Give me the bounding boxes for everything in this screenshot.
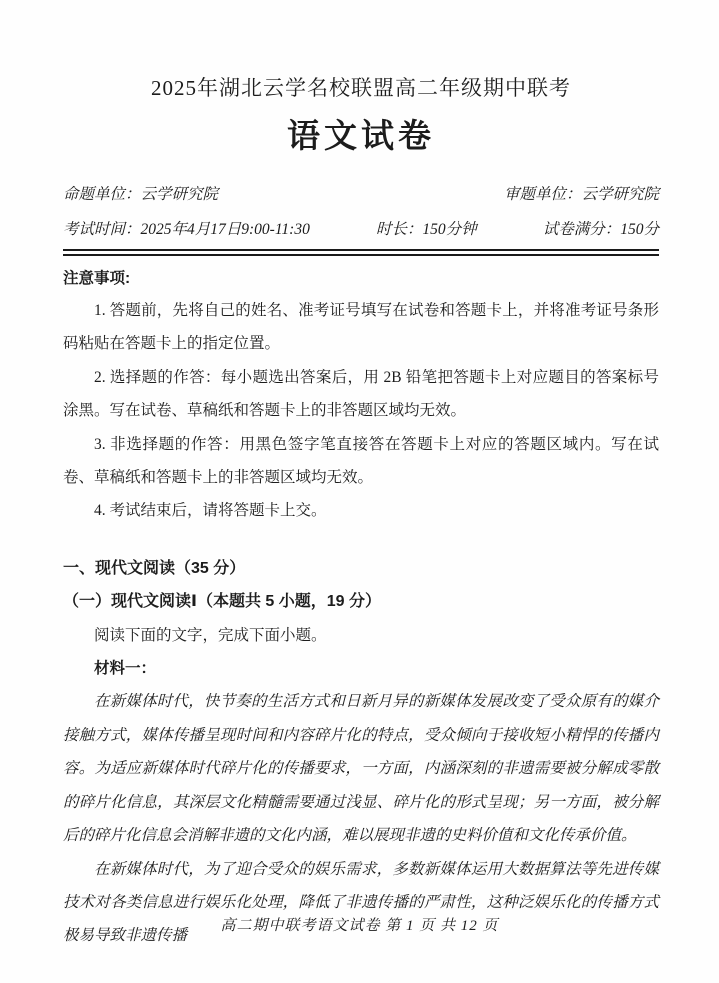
- notice-item: 2. 选择题的作答：每小题选出答案后，用 2B 铅笔把答题卡上对应题目的答案标号涂黑。写在试卷、草稿纸和答题卡上的非答题区域均无效。: [63, 368, 659, 420]
- material-paragraph: 在新媒体时代，快节奏的生活方式和日新月异的新媒体发展改变了受众原有的媒介接触方式，媒体传播呈现时间和内容碎片化的特点，受众倾向于接收短小精悍的传播内容。为适应新媒体时代碎片化的传播要求，一方面，内涵深刻的非遗需要被分解成零散的碎片化信息，其深层文化精髓需要通过浅显、碎片化的形式呈现；另一方面，被分解后的碎片化信息会消解非遗的文化内涵，难以展现非遗的史料价值和文化传承价值。: [63, 693, 659, 845]
- exam-time: 考试时间：2025年4月17日9:00-11:30: [63, 221, 310, 238]
- exam-duration: 时长：150分钟: [375, 221, 477, 238]
- section-heading-modern-reading: 一、现代文阅读（35 分）: [63, 559, 246, 577]
- exam-full-score: 试卷满分：150分: [542, 221, 659, 238]
- setter-unit: 命题单位：云学研究院: [63, 186, 219, 203]
- header-divider: [63, 249, 659, 256]
- page-footer: 高二期中联考语文试卷 第 1 页 共 12 页: [220, 918, 499, 934]
- reading-instruction: 阅读下面的文字，完成下面小题。: [94, 626, 327, 644]
- notice-item: 4. 考试结束后，请将答题卡上交。: [94, 502, 327, 520]
- exam-subtitle: 语文试卷: [287, 117, 435, 154]
- notice-heading: 注意事项:: [63, 270, 131, 287]
- subsection-heading-reading-1: （一）现代文阅读Ⅰ（本题共 5 小题，19 分）: [63, 593, 381, 611]
- material-one-label: 材料一：: [94, 660, 157, 678]
- meta-row-units: [63, 183, 659, 207]
- exam-title: 2025年湖北云学名校联盟高二年级期中联考: [151, 76, 571, 100]
- notice-item: 3. 非选择题的作答：用黑色签字笔直接答在答题卡上对应的答题区域内。写在试卷、草稿纸和答题卡上的非答题区域均无效。: [63, 435, 659, 487]
- meta-row-time: [63, 218, 659, 242]
- reviewer-unit: 审题单位：云学研究院: [503, 186, 659, 203]
- notice-item: 1. 答题前，先将自己的姓名、准考证号填写在试卷和答题卡上，并将准考证号条形码粘贴在答题卡上的指定位置。: [63, 302, 659, 353]
- page-content: [63, 0, 659, 953]
- material-paragraph: 在新媒体时代，为了迎合受众的娱乐需求，多数新媒体运用大数据算法等先进传媒技术对各类信息进行娱乐化处理，降低了非遗传播的严肃性，这种泛娱乐化的传播方式极易导致非遗传播: [63, 860, 659, 945]
